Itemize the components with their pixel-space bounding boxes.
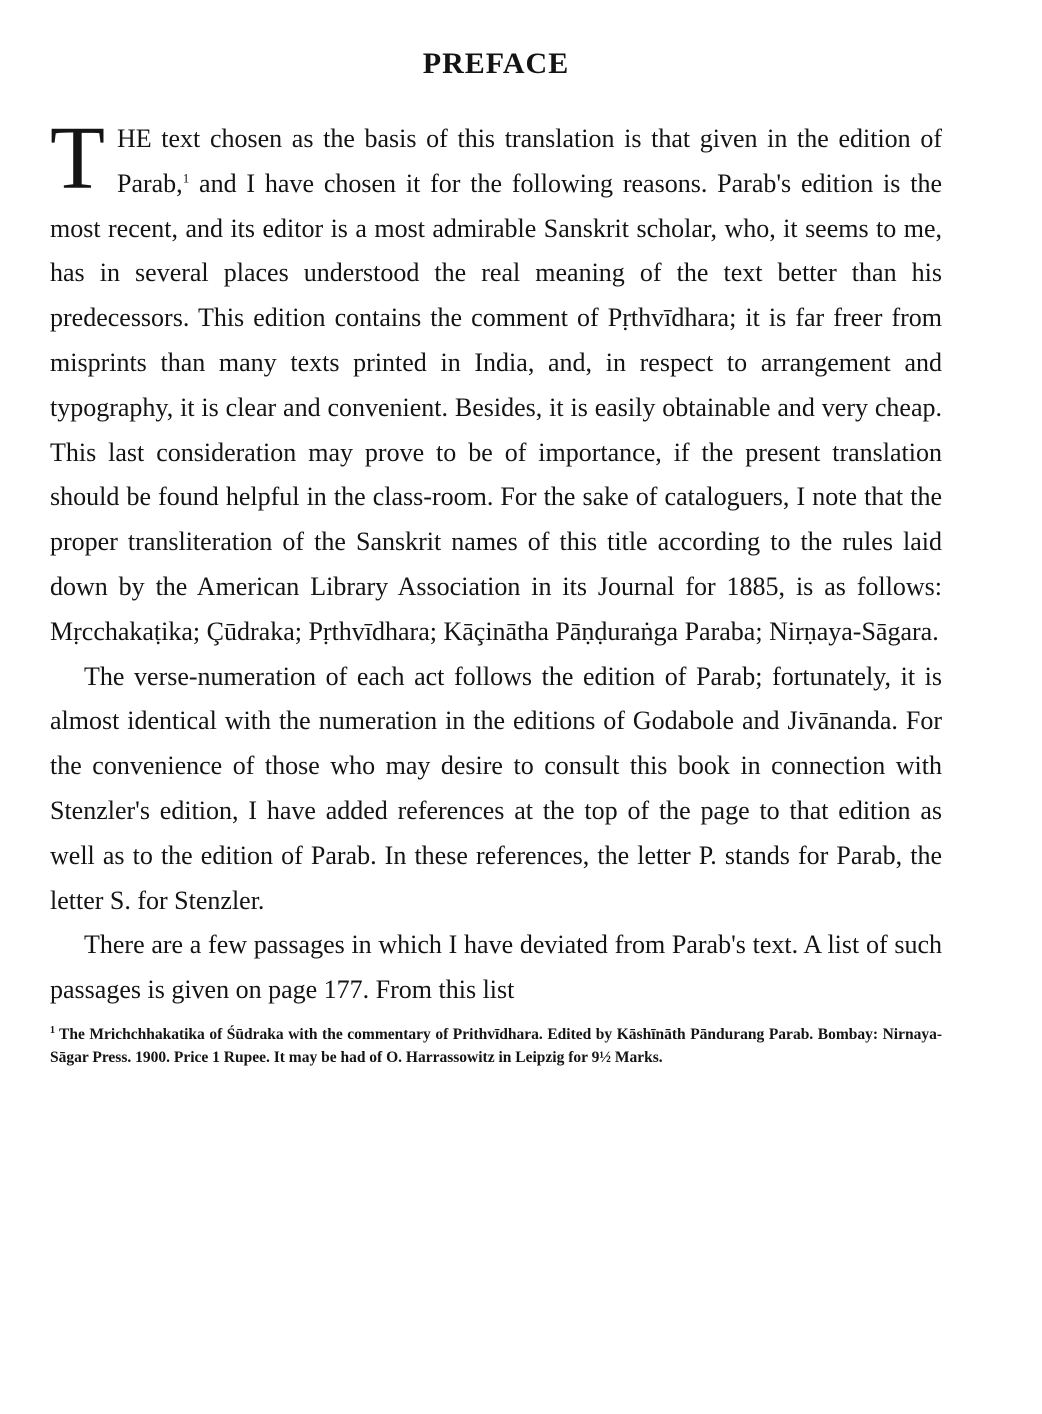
footnote	[50, 1023, 942, 1069]
page-title: PREFACE	[422, 47, 570, 80]
paragraph-3: There are a few passages in which I have deviated from Parab's text. A list of such passages is given on page 177. From this list	[50, 930, 942, 1005]
drop-cap: T	[50, 109, 105, 208]
footnote-text: The Mrichchhakatika of Śūdraka with the commentary of Prithvīdhara. Edited by Kāshīnāth Pāndurang Parab. Bombay: Nirnaya-Sāgar Press. 1900. Price 1 Rupee. It may be had of O. Harrassowitz in Leipzig for 9½ Marks.	[50, 1025, 942, 1066]
paragraph-2: The verse-numeration of each act follows the edition of Parab; fortunately, it is almost identical with the numeration in the editions of Godabole and Jivānanda. For the convenience of those who may desire to consult this book in connection with Stenzler's edition, I have added references at the top of the page to that edition as well as to the edition of Parab. In these references, the letter P. stands for Parab, the letter S. for Stenzler.	[50, 661, 942, 915]
footnote-reference[interactable]: 1	[182, 170, 190, 186]
paragraph-1	[50, 109, 942, 655]
paragraph-1-text-a: HE text chosen as the basis of this translation is that given in the edition of Parab,	[116, 124, 942, 198]
paragraph-1-text-b: and I have chosen it for the following reasons. Parab's edition is the most recent, and its editor is a most admirable Sanskrit scholar, who, it seems to me, has in several places understood the real meaning of the text better than his predecessors. This edition contains the comment of Pṛthvīdhara; it is far freer from misprints than many texts printed in India, and, in respect to arrangement and typography, it is clear and convenient. Besides, it is easily obtainable and very cheap. This last consideration may prove to be of importance, if the present translation should be found helpful in the class-room. For the sake of cataloguers, I note that the proper transliteration of the Sanskrit names of this title according to the rules laid down by the American Library Association in its Journal for 1885, is as follows: Mṛcchakaṭika; Çūdraka; Pṛthvīdhara; Kāçinātha Pāṇḍuraṅga Paraba; Nirṇaya-Sāgara.	[50, 168, 942, 646]
document-page	[50, 0, 942, 1069]
footnote-mark: 1	[50, 1024, 55, 1036]
